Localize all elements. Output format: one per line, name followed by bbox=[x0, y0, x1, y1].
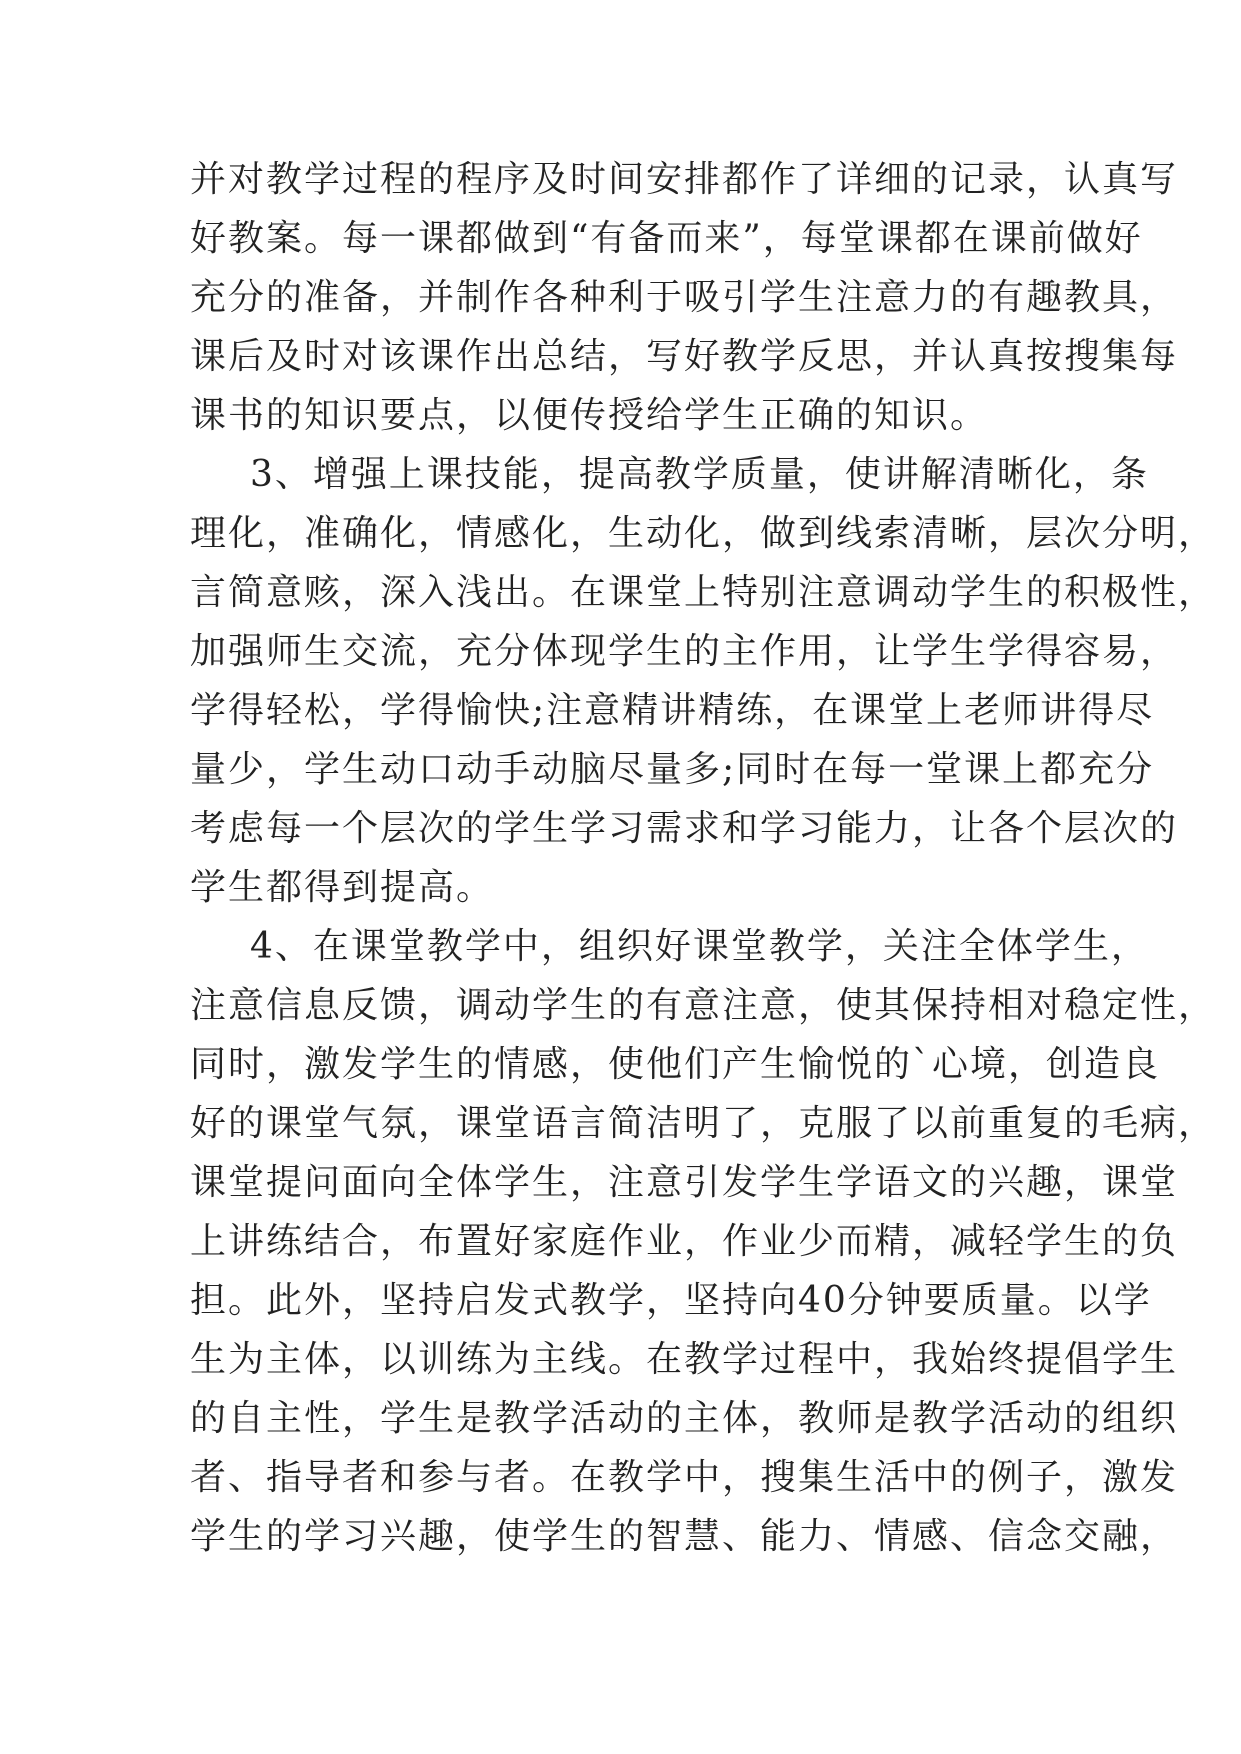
text-line: 并对教学过程的程序及时间安排都作了详细的记录，认真写 bbox=[190, 159, 1179, 200]
text-line: 注意信息反馈，调动学生的有意注意，使其保持相对稳定性， bbox=[190, 985, 1217, 1026]
text-line: 言简意赅，深入浅出。在课堂上特别注意调动学生的积极性， bbox=[190, 572, 1217, 613]
text-line: 量少，学生动口动手动脑尽量多;同时在每一堂课上都充分 bbox=[190, 749, 1155, 790]
text-line: 充分的准备，并制作各种利于吸引学生注意力的有趣教具， bbox=[190, 277, 1179, 318]
text-line: 担。此外，坚持启发式教学，坚持向40分钟要质量。以学 bbox=[190, 1280, 1152, 1321]
body-text bbox=[190, 150, 1217, 1566]
text-line: 学生都得到提高。 bbox=[190, 867, 495, 908]
text-line: 生为主体，以训练为主线。在教学过程中，我始终提倡学生 bbox=[190, 1339, 1179, 1380]
text-line: 课后及时对该课作出总结，写好教学反思，并认真按搜集每 bbox=[190, 336, 1179, 377]
text-line: 加强师生交流，充分体现学生的主作用，让学生学得容易， bbox=[190, 631, 1179, 672]
text-line: 课堂提问面向全体学生，注意引发学生学语文的兴趣，课堂 bbox=[190, 1162, 1179, 1203]
text-line: 考虑每一个层次的学生学习需求和学习能力，让各个层次的 bbox=[190, 808, 1179, 849]
text-line: 好教案。每一课都做到“有备而来”，每堂课都在课前做好 bbox=[190, 218, 1143, 259]
text-line: 同时，激发学生的情感，使他们产生愉悦的`心境，创造良 bbox=[190, 1044, 1161, 1085]
text-line: 理化，准确化，情感化，生动化，做到线索清晰，层次分明， bbox=[190, 513, 1217, 554]
text-line: 者、指导者和参与者。在教学中，搜集生活中的例子，激发 bbox=[190, 1457, 1179, 1498]
text-line: 上讲练结合，布置好家庭作业，作业少而精，减轻学生的负 bbox=[190, 1221, 1179, 1262]
text-line: 学得轻松，学得愉快;注意精讲精练，在课堂上老师讲得尽 bbox=[190, 690, 1155, 731]
paragraph-3-first-line: 3、增强上课技能，提高教学质量，使讲解清晰化，条 bbox=[250, 454, 1149, 495]
text-line: 的自主性，学生是教学活动的主体，教师是教学活动的组织 bbox=[190, 1398, 1179, 1439]
text-line: 课书的知识要点，以便传授给学生正确的知识。 bbox=[190, 395, 989, 436]
paragraph-4-first-line: 4、在课堂教学中，组织好课堂教学，关注全体学生， bbox=[250, 926, 1149, 967]
text-line: 学生的学习兴趣，使学生的智慧、能力、情感、信念交融， bbox=[190, 1516, 1179, 1557]
text-line: 好的课堂气氛，课堂语言简洁明了，克服了以前重复的毛病， bbox=[190, 1103, 1217, 1144]
